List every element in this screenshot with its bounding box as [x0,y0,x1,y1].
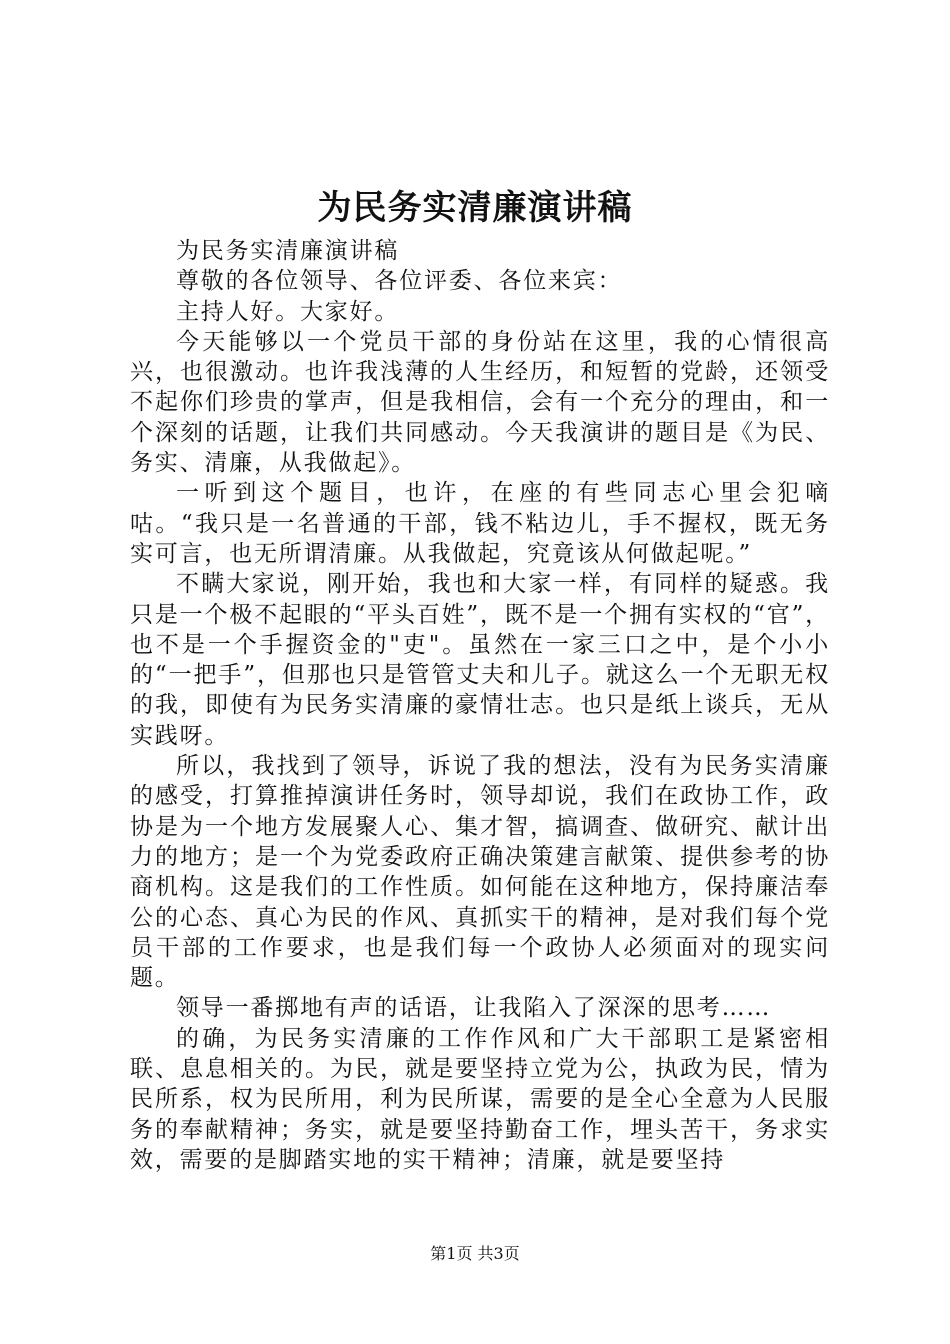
paragraph-leader-advice: 所以，我找到了领导，诉说了我的想法，没有为民务实清廉的感受，打算推掉演讲任务时，领导却说，我们在政协工作，政协是为一个地方发展聚人心、集才智，搞调查、做研究、献计出力的地方；是一个为党委政府正确决策建言献策、提供参考的协商机构。这是我们的工作性质。如何能在这种地方，保持廉洁奉公的心态、真心为民的作风、真抓实干的精神，是对我们每个党员干部的工作要求，也是我们每一个政协人必须面对的现实问题。 [130,753,830,992]
paragraph-doubt: 一听到这个题目，也许，在座的有些同志心里会犯嘀咕。“我只是一名普通的干部，钱不粘边儿，手不握权，既无务实可言，也无所谓清廉。从我做起，究竟该从何做起呢。” [130,480,830,567]
paragraph-subtitle: 为民务实清廉演讲稿 [176,238,400,264]
document-body [130,236,830,1175]
document-title: 为民务实清廉演讲稿 [317,188,633,228]
page-number-footer: 第1页 共3页 [430,1244,520,1263]
paragraph-host-greeting: 主持人好。大家好。 [176,298,400,325]
paragraph-definition: 的确，为民务实清廉的工作作风和广大干部职工是紧密相联、息息相关的。为民，就是要坚持立党为公，执政为民，情为民所系，权为民所用，利为民所谋，需要的是全心全意为人民服务的奉献精神；务实，就是要坚持勤奋工作，埋头苦干，务求实效，需要的是脚踏实地的实干精神；清廉，就是要坚持 [130,1025,830,1173]
paragraph-reflection: 领导一番掷地有声的话语，让我陷入了深深的思考…… [176,995,772,1022]
paragraph-introduction: 今天能够以一个党员干部的身份站在这里，我的心情很高兴，也很激动。也许我浅薄的人生经历，和短暂的党龄，还领受不起你们珍贵的掌声，但是我相信，会有一个充分的理由，和一个深刻的话题，让我们共同感动。今天我演讲的题目是《为民、务实、清廉，从我做起》。 [130,328,830,477]
paragraph-greeting: 尊敬的各位领导、各位评委、各位来宾： [176,268,623,295]
paragraph-confession: 不瞒大家说，刚开始，我也和大家一样，有同样的疑惑。我只是一个极不起眼的“平头百姓”，既不是一个拥有实权的“官”，也不是一个手握资金的"吏"。虽然在一家三口之中，是个小小的“一把手”，但那也只是管管丈夫和儿子。就这么一个无职无权的我，即使有为民务实清廉的豪情壮志。也只是纸上谈兵，无从实践呀。 [130,571,830,749]
